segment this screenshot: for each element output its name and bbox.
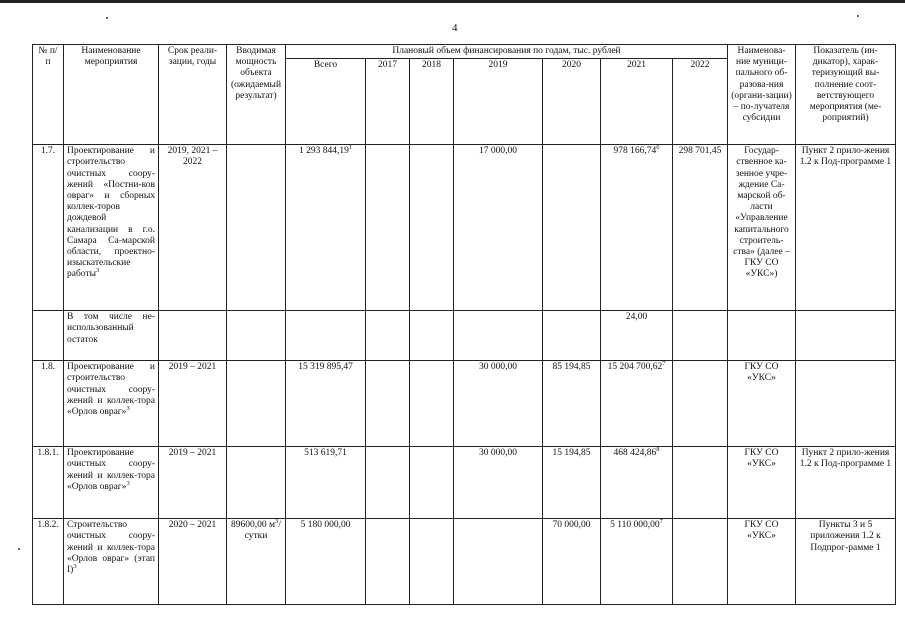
row-indicator bbox=[796, 361, 896, 447]
page-number: 4 bbox=[452, 22, 458, 34]
row-2018 bbox=[410, 447, 454, 519]
row-total: 15 319 895,47 bbox=[286, 361, 366, 447]
row-total: 1 293 844,19$^1$ bbox=[286, 145, 366, 311]
row-total: 5 180 000,00 bbox=[286, 519, 366, 605]
row-indicator bbox=[796, 311, 896, 361]
row-2019 bbox=[454, 519, 543, 605]
row-municipality: ГКУ СО «УКС» bbox=[728, 519, 796, 605]
row-2022 bbox=[673, 447, 728, 519]
row-2017 bbox=[366, 519, 410, 605]
row-term: 2020 – 2021 bbox=[159, 519, 227, 605]
row-2017 bbox=[366, 447, 410, 519]
header-indicator: Показатель (ин-дикатор), харак-теризующий вы-полнение соот-ветствующего мероприятия (ме-роприятий) bbox=[796, 45, 896, 145]
scan-speck bbox=[106, 17, 108, 19]
row-2017 bbox=[366, 145, 410, 311]
row-capacity: 89600,00 $м^3$/сутки bbox=[227, 519, 286, 605]
row-num bbox=[33, 311, 64, 361]
row-2020 bbox=[543, 311, 601, 361]
row-2021: 468 424,86$^8$ bbox=[601, 447, 673, 519]
header-total: Всего bbox=[286, 59, 366, 145]
top-border-line bbox=[0, 0, 905, 3]
row-total: 513 619,71 bbox=[286, 447, 366, 519]
row-2021: 5 110 000,00$^7$ bbox=[601, 519, 673, 605]
row-name: Проектирование и строительство очистных соору-жений «Постни-ков овраг» и сборных коллек-торов дождевой канализации в г.о. Самара Са-марской области, проектно-изыскательские работы$^3$ bbox=[64, 145, 159, 311]
row-num: 1.8. bbox=[33, 361, 64, 447]
row-2021: 24,00 bbox=[601, 311, 673, 361]
row-municipality: Государ-ственное ка-зенное учре-ждение Са-марской об-ласти «Управление капитального строитель-ства» (далее – ГКУ СО «УКС») bbox=[728, 145, 796, 311]
row-2022 bbox=[673, 519, 728, 605]
table-row bbox=[33, 145, 896, 311]
financing-table bbox=[32, 44, 896, 605]
header-row-1 bbox=[33, 45, 896, 59]
row-num: 1.7. bbox=[33, 145, 64, 311]
row-capacity bbox=[227, 311, 286, 361]
header-year-2019: 2019 bbox=[454, 59, 543, 145]
header-year-2018: 2018 bbox=[410, 59, 454, 145]
header-year-2017: 2017 bbox=[366, 59, 410, 145]
row-2022: 298 701,45 bbox=[673, 145, 728, 311]
row-2019: 30 000,00 bbox=[454, 361, 543, 447]
row-term: 2019, 2021 – 2022 bbox=[159, 145, 227, 311]
row-2022 bbox=[673, 361, 728, 447]
scan-speck bbox=[857, 15, 859, 17]
row-term: 2019 – 2021 bbox=[159, 361, 227, 447]
table-row bbox=[33, 311, 896, 361]
row-term: 2019 – 2021 bbox=[159, 447, 227, 519]
row-2018 bbox=[410, 311, 454, 361]
table-row bbox=[33, 361, 896, 447]
header-year-2022: 2022 bbox=[673, 59, 728, 145]
row-municipality: ГКУ СО «УКС» bbox=[728, 447, 796, 519]
header-term: Срок реали-зации, годы bbox=[159, 45, 227, 145]
row-capacity bbox=[227, 361, 286, 447]
row-indicator: Пункт 2 прило-жения 1.2 к Под-программе 1 bbox=[796, 145, 896, 311]
row-capacity bbox=[227, 145, 286, 311]
header-year-2021: 2021 bbox=[601, 59, 673, 145]
table-row bbox=[33, 519, 896, 605]
row-municipality bbox=[728, 311, 796, 361]
row-name: Строительство очистных соору-жений и коллек-тора «Орлов овраг» (этап I)$^3$ bbox=[64, 519, 159, 605]
row-2018 bbox=[410, 519, 454, 605]
row-term bbox=[159, 311, 227, 361]
header-planned-financing: Плановый объем финансирования по годам, тыс. рублей bbox=[286, 45, 728, 59]
row-2021: 15 204 700,62$^7$ bbox=[601, 361, 673, 447]
header-num: № п/п bbox=[33, 45, 64, 145]
row-2019: 30 000,00 bbox=[454, 447, 543, 519]
row-2020: 70 000,00 bbox=[543, 519, 601, 605]
row-2017 bbox=[366, 311, 410, 361]
row-capacity bbox=[227, 447, 286, 519]
row-2020: 15 194,85 bbox=[543, 447, 601, 519]
row-2022 bbox=[673, 311, 728, 361]
row-total bbox=[286, 311, 366, 361]
header-municipality: Наименова-ние муници-пального об-разова-ния (органи-зации) – по-лучателя субсидии bbox=[728, 45, 796, 145]
row-num: 1.8.2. bbox=[33, 519, 64, 605]
row-indicator: Пункт 2 прило-жения 1.2 к Под-программе 1 bbox=[796, 447, 896, 519]
row-indicator: Пункты 3 и 5 приложения 1.2 к Подпрог-рамме 1 bbox=[796, 519, 896, 605]
table-row bbox=[33, 447, 896, 519]
row-name: В том числе не-использованный остаток bbox=[64, 311, 159, 361]
scan-speck bbox=[18, 548, 20, 550]
row-2021: 978 166,74$^6$ bbox=[601, 145, 673, 311]
header-year-2020: 2020 bbox=[543, 59, 601, 145]
row-2018 bbox=[410, 361, 454, 447]
row-municipality: ГКУ СО «УКС» bbox=[728, 361, 796, 447]
row-2020: 85 194,85 bbox=[543, 361, 601, 447]
row-2020 bbox=[543, 145, 601, 311]
header-name: Наименование мероприятия bbox=[64, 45, 159, 145]
row-2019 bbox=[454, 311, 543, 361]
header-capacity: Вводимая мощность объекта (ожидаемый результат) bbox=[227, 45, 286, 145]
row-2018 bbox=[410, 145, 454, 311]
row-num: 1.8.1. bbox=[33, 447, 64, 519]
row-name: Проектирование и строительство очистных соору-жений и коллек-тора «Орлов овраг»$^3$ bbox=[64, 361, 159, 447]
row-2017 bbox=[366, 361, 410, 447]
row-2019: 17 000,00 bbox=[454, 145, 543, 311]
row-name: Проектирование очистных соору-жений и коллек-тора «Орлов овраг»$^3$ bbox=[64, 447, 159, 519]
